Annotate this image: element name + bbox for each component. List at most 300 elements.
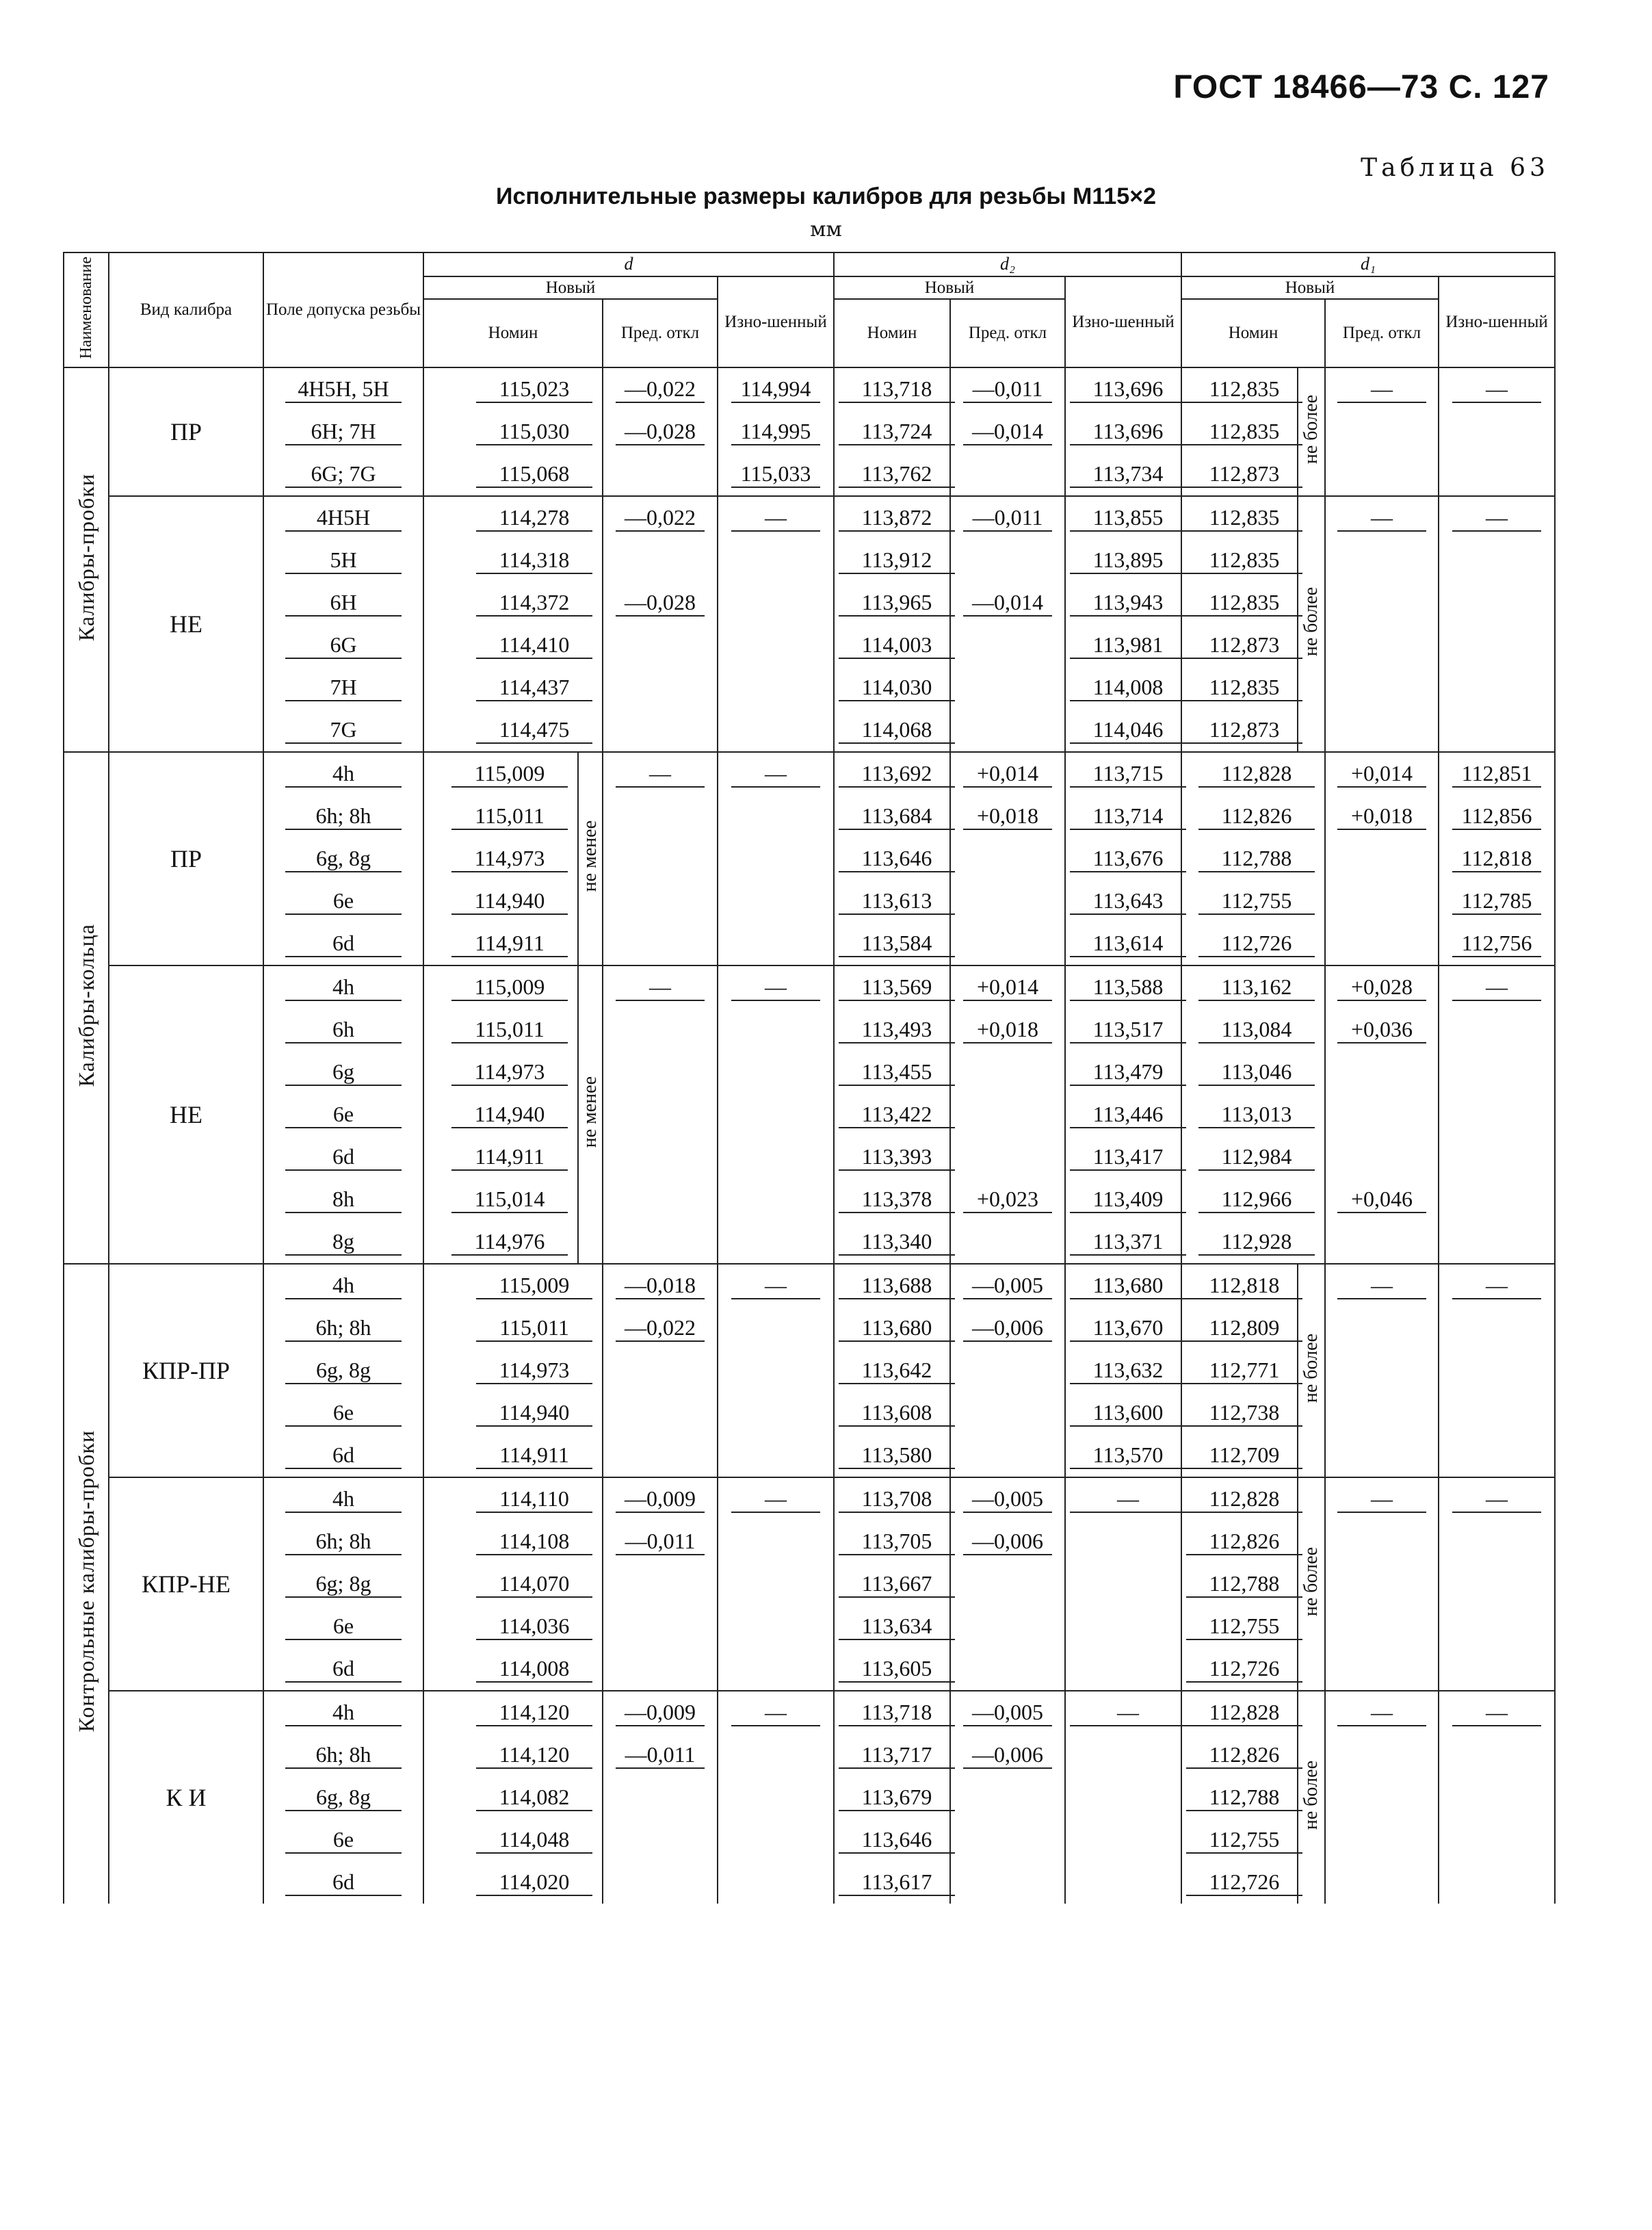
d1-worn — [1439, 453, 1555, 496]
d2-deviation-value: —0,005 — [963, 1700, 1052, 1726]
tolerance-field-text: 6G; 7G — [285, 461, 402, 488]
d-nominal — [423, 1392, 603, 1434]
d1-worn — [1439, 880, 1555, 922]
d2-nominal — [834, 1136, 950, 1178]
tolerance-field — [263, 1648, 423, 1691]
d-deviation — [603, 1392, 718, 1434]
d1-deviation — [1325, 1776, 1439, 1819]
tolerance-field — [263, 1392, 423, 1434]
d2-nominal-value: 113,688 — [839, 1273, 955, 1299]
d1-nominal — [1181, 965, 1325, 1009]
d1-nominal-value: 112,835 — [1186, 547, 1302, 574]
group-label-text: Калибры-пробки — [73, 473, 99, 641]
d-nominal — [423, 582, 603, 624]
d2-nominal-value: 113,912 — [839, 547, 955, 574]
d1-deviation — [1325, 1221, 1439, 1264]
d2-worn — [1065, 1691, 1181, 1734]
d-nominal — [423, 838, 578, 880]
tolerance-field-text: 4Н5Н, 5Н — [285, 376, 402, 403]
d2-worn — [1065, 1307, 1181, 1349]
d-dev-header: Пред. откл — [603, 299, 718, 367]
d1-worn — [1439, 1349, 1555, 1392]
d2-deviation-value: —0,005 — [963, 1486, 1052, 1513]
d1-worn — [1439, 582, 1555, 624]
tolerance-field-text: 6d — [285, 1656, 402, 1683]
d2-worn — [1065, 411, 1181, 453]
d2-nominal — [834, 709, 950, 752]
d1-worn — [1439, 1051, 1555, 1093]
d-deviation — [603, 1520, 718, 1563]
d1-worn — [1439, 1520, 1555, 1563]
d2-worn — [1065, 666, 1181, 709]
d1-nominal-value: 112,818 — [1186, 1273, 1302, 1299]
tolerance-field-text: 7G — [285, 717, 402, 744]
d2-deviation-value: —0,011 — [963, 505, 1052, 532]
d2-nominal — [834, 1093, 950, 1136]
d-worn — [718, 1648, 834, 1691]
d-nominal — [423, 1307, 603, 1349]
d1-worn — [1439, 965, 1555, 1009]
d2-worn — [1065, 496, 1181, 539]
d2-deviation — [950, 539, 1065, 582]
d-worn — [718, 922, 834, 965]
d2-worn-value: 113,855 — [1070, 505, 1186, 532]
d1-worn-value: 112,785 — [1452, 888, 1541, 915]
d-nominal — [423, 1861, 603, 1904]
d1-worn — [1439, 795, 1555, 838]
d2-deviation — [950, 1819, 1065, 1861]
table-row — [64, 582, 1555, 624]
d2-deviation-value: —0,014 — [963, 419, 1052, 445]
d1-deviation — [1325, 922, 1439, 965]
d-deviation — [603, 1178, 718, 1221]
table-row — [64, 453, 1555, 496]
d-worn — [718, 709, 834, 752]
tolerance-field — [263, 880, 423, 922]
d1-nominal — [1181, 582, 1298, 624]
d2-worn-value: 113,600 — [1070, 1400, 1186, 1427]
d2-deviation-value: —0,006 — [963, 1529, 1052, 1555]
table-title: Исполнительные размеры калибров для резьбы М115×2 — [496, 183, 1156, 209]
d2-worn — [1065, 1136, 1181, 1178]
d2-worn — [1065, 1477, 1181, 1520]
tolerance-field-text: 6h; 8h — [285, 1315, 402, 1342]
d-nominal-value: 114,008 — [476, 1656, 592, 1683]
d1-nominal-value: 112,755 — [1198, 888, 1315, 915]
d2-new-header: Новый — [834, 276, 1065, 300]
d2-deviation-value: —0,006 — [963, 1742, 1052, 1769]
table-row — [64, 1605, 1555, 1648]
d1-deviation — [1325, 1861, 1439, 1904]
d2-nominal-value: 113,455 — [839, 1059, 955, 1086]
d-nominal — [423, 1051, 578, 1093]
d2-worn-value: 113,670 — [1070, 1315, 1186, 1342]
table-row — [64, 1563, 1555, 1605]
d-worn — [718, 1051, 834, 1093]
table-row — [64, 1136, 1555, 1178]
d1-nominal — [1181, 1093, 1325, 1136]
no-less-note — [578, 752, 603, 965]
col-d-header: d — [423, 252, 834, 276]
table-row — [64, 1434, 1555, 1477]
d-nominal-value: 114,911 — [451, 931, 568, 957]
no-less-note-text: не менее — [579, 1076, 601, 1148]
d-worn — [718, 1221, 834, 1264]
d1-worn-value: — — [1452, 1273, 1541, 1299]
d1-dev-header: Пред. откл — [1325, 299, 1439, 367]
d2-nominal — [834, 922, 950, 965]
d1-nominal — [1181, 496, 1298, 539]
d1-nominal — [1181, 1776, 1298, 1819]
tolerance-field-text: 6g, 8g — [285, 1785, 402, 1811]
d2-nominal-value: 113,718 — [839, 1700, 955, 1726]
d-nominal-value: 114,976 — [451, 1229, 568, 1256]
d2-worn-value: 113,517 — [1070, 1017, 1186, 1043]
table-row — [64, 496, 1555, 539]
d-deviation-value: — — [616, 761, 705, 788]
d-nominal — [423, 1178, 578, 1221]
d-worn-value: — — [731, 761, 820, 788]
d-worn — [718, 1392, 834, 1434]
d2-deviation — [950, 1093, 1065, 1136]
d1-deviation-value: +0,028 — [1337, 974, 1426, 1001]
d-nominal — [423, 1093, 578, 1136]
d2-nominal — [834, 1349, 950, 1392]
d1-worn — [1439, 1307, 1555, 1349]
d2-nominal — [834, 453, 950, 496]
d2-worn — [1065, 1349, 1181, 1392]
d-worn-value: — — [731, 974, 820, 1001]
d2-worn-header: Изно-шенный — [1065, 276, 1181, 368]
d-worn — [718, 496, 834, 539]
table-row — [64, 1861, 1555, 1904]
d2-deviation — [950, 1691, 1065, 1734]
d1-worn — [1439, 1178, 1555, 1221]
d2-worn — [1065, 539, 1181, 582]
d-nominal-value: 115,009 — [451, 761, 568, 788]
d-deviation — [603, 838, 718, 880]
d2-deviation-value: +0,023 — [963, 1187, 1052, 1213]
d2-nominal-value: 113,667 — [839, 1571, 955, 1598]
d1-deviation — [1325, 1009, 1439, 1051]
d1-worn — [1439, 1605, 1555, 1648]
d1-deviation — [1325, 453, 1439, 496]
d-nominal-value: 115,009 — [451, 974, 568, 1001]
d1-deviation-value: — — [1337, 505, 1426, 532]
d1-deviation-value: +0,036 — [1337, 1017, 1426, 1043]
table-body — [64, 367, 1555, 1904]
tolerance-field-text: 6e — [285, 888, 402, 915]
d-nominal-value: 114,475 — [476, 717, 592, 744]
d1-worn-value: 112,818 — [1452, 846, 1541, 872]
no-more-note-text: не более — [1300, 1333, 1322, 1403]
d-nominal — [423, 624, 603, 666]
d2-deviation — [950, 1051, 1065, 1093]
table-row — [64, 1221, 1555, 1264]
d2-nominal — [834, 1178, 950, 1221]
table-row — [64, 1734, 1555, 1776]
tolerance-field-text: 4h — [285, 974, 402, 1001]
d-nominal-value: 114,372 — [476, 590, 592, 617]
table-row — [64, 1264, 1555, 1307]
tolerance-field-text: 6d — [285, 1442, 402, 1469]
tolerance-field — [263, 1734, 423, 1776]
d2-deviation — [950, 1477, 1065, 1520]
d-deviation-value: — — [616, 974, 705, 1001]
d1-worn-value: — — [1452, 1700, 1541, 1726]
d2-worn — [1065, 795, 1181, 838]
d2-worn-value: 113,417 — [1070, 1144, 1186, 1171]
table-row — [64, 539, 1555, 582]
d1-worn-value: 112,851 — [1452, 761, 1541, 788]
d1-worn-value: 112,756 — [1452, 931, 1541, 957]
tolerance-field — [263, 1477, 423, 1520]
d1-worn — [1439, 838, 1555, 880]
tolerance-field — [263, 752, 423, 795]
tolerance-field — [263, 1434, 423, 1477]
d1-nominal — [1181, 880, 1325, 922]
d-deviation — [603, 1136, 718, 1178]
d-deviation — [603, 1307, 718, 1349]
tolerance-field — [263, 795, 423, 838]
group-label — [64, 752, 109, 1264]
d2-worn — [1065, 709, 1181, 752]
d2-worn — [1065, 1819, 1181, 1861]
d-worn — [718, 1776, 834, 1819]
col-d2-header: d₂ — [834, 252, 1181, 276]
tolerance-field-text: 6e — [285, 1827, 402, 1854]
d-nominal-value: 114,973 — [451, 1059, 568, 1086]
table-row — [64, 752, 1555, 795]
d2-worn — [1065, 880, 1181, 922]
tolerance-field-text: 4h — [285, 1700, 402, 1726]
d-worn-value: 115,033 — [731, 461, 820, 488]
tolerance-field-text: 8g — [285, 1229, 402, 1256]
d-worn-value: — — [731, 505, 820, 532]
d2-worn-value: — — [1070, 1700, 1186, 1726]
d-nominal — [423, 411, 603, 453]
d-deviation — [603, 1648, 718, 1691]
tolerance-field — [263, 838, 423, 880]
d2-worn-value: 113,371 — [1070, 1229, 1186, 1256]
d-worn — [718, 666, 834, 709]
d-nominal-value: 115,023 — [476, 376, 592, 403]
d1-nominal-value: 112,928 — [1198, 1229, 1315, 1256]
d-nominal — [423, 795, 578, 838]
d-deviation — [603, 1264, 718, 1307]
d-nominal-value: 115,009 — [476, 1273, 592, 1299]
d-worn-value: — — [731, 1273, 820, 1299]
d1-nominal-header: Номин — [1181, 299, 1325, 367]
d-worn — [718, 795, 834, 838]
d1-worn — [1439, 496, 1555, 539]
d2-worn-value: 113,446 — [1070, 1102, 1186, 1128]
d2-worn-value: 113,943 — [1070, 590, 1186, 617]
d1-deviation — [1325, 1648, 1439, 1691]
d-nominal — [423, 1819, 603, 1861]
d1-nominal — [1181, 1221, 1325, 1264]
d1-nominal — [1181, 624, 1298, 666]
d-nominal-value: 114,318 — [476, 547, 592, 574]
d2-worn — [1065, 1520, 1181, 1563]
tolerance-field-text: 6g, 8g — [285, 846, 402, 872]
d-worn-value: 114,994 — [731, 376, 820, 403]
d2-deviation — [950, 922, 1065, 965]
d2-worn — [1065, 1178, 1181, 1221]
d2-deviation-value: —0,006 — [963, 1315, 1052, 1342]
d-worn — [718, 1264, 834, 1307]
d1-worn — [1439, 367, 1555, 411]
d2-worn — [1065, 1093, 1181, 1136]
d2-worn — [1065, 922, 1181, 965]
tolerance-field — [263, 1605, 423, 1648]
d1-worn — [1439, 1691, 1555, 1734]
d1-worn-value: 112,856 — [1452, 803, 1541, 830]
d2-deviation-value: +0,014 — [963, 974, 1052, 1001]
d1-new-header: Новый — [1181, 276, 1439, 300]
d1-nominal — [1181, 1264, 1298, 1307]
d1-deviation-value: +0,018 — [1337, 803, 1426, 830]
d1-nominal-value: 112,835 — [1186, 419, 1302, 445]
d2-nominal — [834, 1691, 950, 1734]
d2-worn-value: 113,676 — [1070, 846, 1186, 872]
d-worn — [718, 624, 834, 666]
table-row — [64, 411, 1555, 453]
d2-worn — [1065, 582, 1181, 624]
d2-nominal-value: 113,762 — [839, 461, 955, 488]
d-nominal — [423, 666, 603, 709]
d2-deviation — [950, 624, 1065, 666]
d2-nominal-value: 113,684 — [839, 803, 955, 830]
d2-worn — [1065, 367, 1181, 411]
no-less-note-text: не менее — [579, 820, 601, 892]
d2-nominal-value: 113,718 — [839, 376, 955, 403]
d-deviation — [603, 1477, 718, 1520]
d-nominal — [423, 1009, 578, 1051]
d2-worn — [1065, 1648, 1181, 1691]
d-worn — [718, 367, 834, 411]
d-worn — [718, 539, 834, 582]
d-deviation — [603, 1009, 718, 1051]
group-label-text: Калибры-кольца — [73, 923, 99, 1087]
tolerance-field-text: 6h; 8h — [285, 1529, 402, 1555]
d2-worn-value: 113,696 — [1070, 419, 1186, 445]
d1-nominal — [1181, 367, 1298, 411]
tolerance-field — [263, 1563, 423, 1605]
d2-deviation — [950, 1734, 1065, 1776]
d1-worn-value: — — [1452, 505, 1541, 532]
table-row — [64, 1776, 1555, 1819]
d-deviation — [603, 1051, 718, 1093]
d2-nominal — [834, 411, 950, 453]
d2-nominal — [834, 795, 950, 838]
d-nominal-value: 114,110 — [476, 1486, 592, 1513]
d2-deviation — [950, 1861, 1065, 1904]
document-header: ГОСТ 18466—73 С. 127 — [1173, 69, 1549, 105]
d-deviation-value: —0,009 — [616, 1486, 705, 1513]
d2-deviation — [950, 1307, 1065, 1349]
d2-worn-value: 113,588 — [1070, 974, 1186, 1001]
d-deviation-value: —0,011 — [616, 1529, 705, 1555]
d1-worn — [1439, 624, 1555, 666]
d1-deviation — [1325, 367, 1439, 411]
units-label: мм — [810, 218, 842, 242]
d2-worn-value: 113,614 — [1070, 931, 1186, 957]
d1-nominal-value: 112,788 — [1186, 1571, 1302, 1598]
d-deviation — [603, 453, 718, 496]
d1-deviation — [1325, 1093, 1439, 1136]
d-deviation — [603, 1221, 718, 1264]
table-row — [64, 922, 1555, 965]
d1-nominal — [1181, 1307, 1298, 1349]
d1-nominal-value: 112,788 — [1198, 846, 1315, 872]
tolerance-field — [263, 1861, 423, 1904]
d-nominal — [423, 496, 603, 539]
tolerance-field — [263, 367, 423, 411]
d-nominal — [423, 367, 603, 411]
d1-worn — [1439, 1648, 1555, 1691]
d2-nominal-value: 113,646 — [839, 846, 955, 872]
d1-worn-header: Изно-шенный — [1439, 276, 1555, 368]
tolerance-field — [263, 411, 423, 453]
d2-worn — [1065, 965, 1181, 1009]
gauge-kind: ПР — [109, 367, 263, 496]
d1-nominal — [1181, 1819, 1298, 1861]
d2-nominal — [834, 367, 950, 411]
d2-worn-value: 113,643 — [1070, 888, 1186, 915]
d2-worn-value: 113,680 — [1070, 1273, 1186, 1299]
d-nominal — [423, 880, 578, 922]
d1-nominal — [1181, 666, 1298, 709]
d-worn — [718, 1178, 834, 1221]
tolerance-field-text: 4h — [285, 761, 402, 788]
d2-nominal — [834, 1477, 950, 1520]
d2-nominal — [834, 624, 950, 666]
dimensions-table — [63, 252, 1556, 1904]
d2-deviation — [950, 1520, 1065, 1563]
tolerance-field-text: 4h — [285, 1273, 402, 1299]
table-row — [64, 1093, 1555, 1136]
d-deviation-value: —0,028 — [616, 590, 705, 617]
d2-deviation — [950, 838, 1065, 880]
d2-deviation-value: —0,011 — [963, 376, 1052, 403]
d-worn — [718, 965, 834, 1009]
d1-nominal-value: 112,826 — [1186, 1529, 1302, 1555]
d-nominal-value: 114,410 — [476, 632, 592, 659]
d-nominal-header: Номин — [423, 299, 603, 367]
d1-nominal-value: 112,826 — [1186, 1742, 1302, 1769]
d2-worn — [1065, 1434, 1181, 1477]
d-nominal-value: 114,048 — [476, 1827, 592, 1854]
d1-nominal-value: 112,771 — [1186, 1358, 1302, 1384]
d-nominal-value: 114,973 — [451, 846, 568, 872]
d1-nominal — [1181, 453, 1298, 496]
d2-deviation-value: +0,018 — [963, 803, 1052, 830]
table-row — [64, 838, 1555, 880]
d-deviation — [603, 965, 718, 1009]
d2-worn — [1065, 752, 1181, 795]
d-deviation-value: —0,009 — [616, 1700, 705, 1726]
d-worn — [718, 1136, 834, 1178]
table-row — [64, 1178, 1555, 1221]
d-nominal — [423, 1434, 603, 1477]
d1-nominal-value: 112,755 — [1186, 1827, 1302, 1854]
col-d1-header: d₁ — [1181, 252, 1555, 276]
table-row — [64, 1691, 1555, 1734]
col-name-header: Наименование — [64, 252, 109, 367]
d-nominal — [423, 453, 603, 496]
gauge-kind: КПР-ПР — [109, 1264, 263, 1477]
